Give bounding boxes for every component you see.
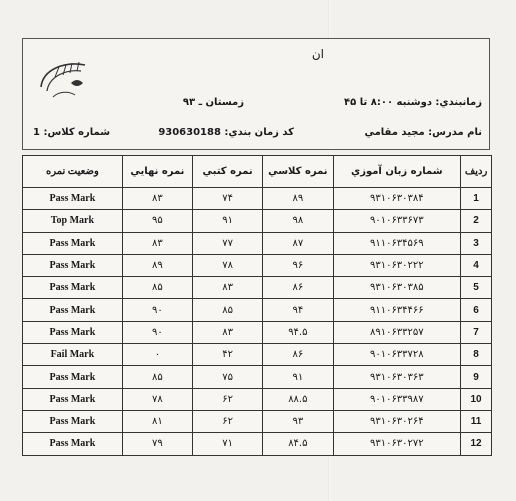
course-code-label: کد زمان بندي: 930630188 [158,127,294,138]
final-score-cell: ۷۸ [122,388,192,410]
row-number-cell: 1 [461,188,492,210]
row-number-cell: 11 [461,410,492,432]
student-id-cell: ۹۱۱۰۶۳۴۵۶۹ [333,232,461,254]
student-id-cell: ۹۳۱۰۶۳۰۲۷۲ [333,433,461,455]
student-id-cell: ۹۰۱۰۶۳۳۷۲۸ [333,344,461,366]
teacher-label: نام مدرس: مجيد مقامي [364,127,482,138]
written-score-cell: ۶۲ [193,388,263,410]
table-row [23,254,492,276]
class-score-cell: ۸۶ [263,277,333,299]
final-score-cell: ۸۳ [122,188,192,210]
institute-calligraphy-logo-icon [35,57,93,103]
written-score-cell: ۶۲ [193,410,263,432]
status-cell: Top Mark [23,210,123,232]
row-number-cell: 6 [461,299,492,321]
written-score-cell: ۷۴ [193,188,263,210]
student-id-cell: ۸۹۱۰۶۳۳۲۵۷ [333,321,461,343]
class-score-cell: ۹۱ [263,366,333,388]
status-cell: Pass Mark [23,277,123,299]
class-score-cell: ۸۸.۵ [263,388,333,410]
written-score-cell: ۸۳ [193,277,263,299]
written-score-cell: ۸۵ [193,299,263,321]
row-number-cell: 3 [461,232,492,254]
final-score-cell: ۹۰ [122,321,192,343]
col-header-student-id: شماره زبان آموزي [333,156,461,188]
student-id-cell: ۹۳۱۰۶۳۰۲۲۲ [333,254,461,276]
final-score-cell: ۸۱ [122,410,192,432]
status-cell: Pass Mark [23,321,123,343]
status-cell: Pass Mark [23,188,123,210]
final-score-cell: ۹۰ [122,299,192,321]
written-score-cell: ۷۷ [193,232,263,254]
table-row [23,299,492,321]
row-number-cell: 4 [461,254,492,276]
written-score-cell: ۷۱ [193,433,263,455]
final-score-cell: ۷۹ [122,433,192,455]
student-id-cell: ۹۳۱۰۶۳۰۳۸۵ [333,277,461,299]
table-row [23,344,492,366]
row-number-cell: 5 [461,277,492,299]
table-row [23,277,492,299]
schedule-label: زمانبندي: دوشنبه ۸:۰۰ تا ۴۵ [344,97,482,108]
student-id-cell: ۹۰۱۰۶۳۳۹۸۷ [333,388,461,410]
class-score-cell: ۹۴ [263,299,333,321]
final-score-cell: ۸۵ [122,366,192,388]
col-header-class-score: نمره کلاسي [263,156,333,188]
class-score-cell: ۹۸ [263,210,333,232]
col-header-written-score: نمره کتبي [193,156,263,188]
student-id-cell: ۹۱۱۰۶۳۴۴۶۶ [333,299,461,321]
written-score-cell: ۴۲ [193,344,263,366]
row-number-cell: 8 [461,344,492,366]
class-score-cell: ۸۷ [263,232,333,254]
status-cell: Pass Mark [23,254,123,276]
table-row [23,210,492,232]
status-cell: Pass Mark [23,433,123,455]
table-row [23,366,492,388]
term-label: زمستان ـ ۹۳ [182,97,244,108]
status-cell: Pass Mark [23,410,123,432]
class-number-label: شماره کلاس: 1 [33,127,111,138]
table-row [23,232,492,254]
table-row [23,321,492,343]
final-score-cell: ۸۵ [122,277,192,299]
row-number-cell: 12 [461,433,492,455]
written-score-cell: ۸۳ [193,321,263,343]
status-cell: Fail Mark [23,344,123,366]
col-header-final-score: نمره نهايي [122,156,192,188]
row-number-cell: 2 [461,210,492,232]
final-score-cell: ۸۹ [122,254,192,276]
row-number-cell: 7 [461,321,492,343]
class-score-cell: ۸۶ [263,344,333,366]
header-title: ان [311,47,324,61]
table-row [23,433,492,455]
final-score-cell: ۰ [122,344,192,366]
written-score-cell: ۷۵ [193,366,263,388]
header-box [22,38,490,150]
col-header-row-number: رديف [461,156,492,188]
final-score-cell: ۹۵ [122,210,192,232]
status-cell: Pass Mark [23,232,123,254]
written-score-cell: ۹۱ [193,210,263,232]
class-score-cell: ۹۴.۵ [263,321,333,343]
status-cell: Pass Mark [23,299,123,321]
row-number-cell: 9 [461,366,492,388]
written-score-cell: ۷۸ [193,254,263,276]
col-header-status: وضعيت نمره [23,156,123,188]
class-score-cell: ۹۶ [263,254,333,276]
row-number-cell: 10 [461,388,492,410]
status-cell: Pass Mark [23,366,123,388]
grades-table [22,155,492,456]
table-row [23,188,492,210]
class-score-cell: ۸۹ [263,188,333,210]
student-id-cell: ۹۳۱۰۶۳۰۲۶۴ [333,410,461,432]
student-id-cell: ۹۳۱۰۶۳۰۳۸۴ [333,188,461,210]
student-id-cell: ۹۰۱۰۶۳۳۶۷۳ [333,210,461,232]
final-score-cell: ۸۳ [122,232,192,254]
class-score-cell: ۸۴.۵ [263,433,333,455]
class-score-cell: ۹۳ [263,410,333,432]
status-cell: Pass Mark [23,388,123,410]
table-row [23,410,492,432]
table-row [23,388,492,410]
table-header-row [23,156,492,188]
student-id-cell: ۹۳۱۰۶۳۰۳۶۳ [333,366,461,388]
